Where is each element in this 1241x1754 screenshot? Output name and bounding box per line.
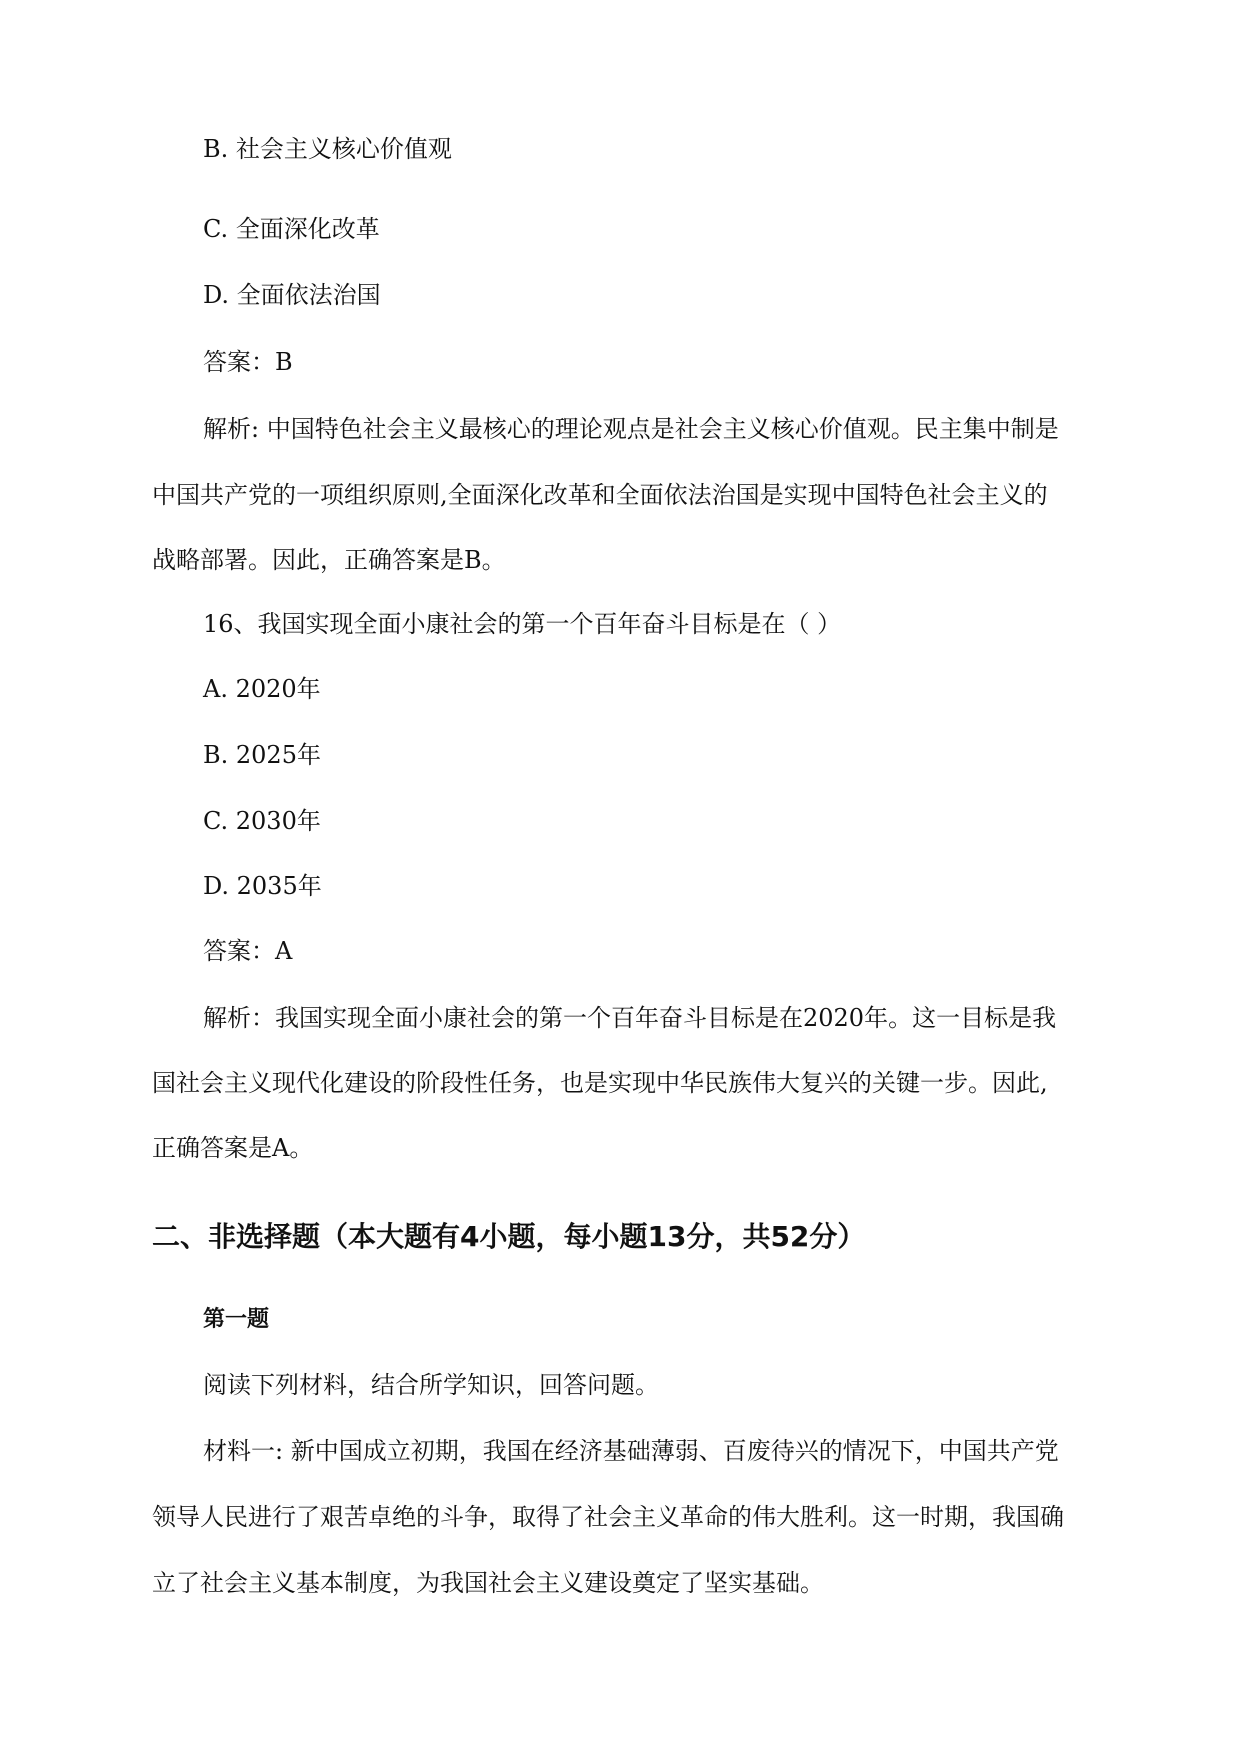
material-line-2: 领导人民进行了艰苦卓绝的斗争，取得了社会主义革命的伟大胜利。这一时期，我国确	[152, 1503, 1064, 1531]
q15-answer: 答案：B	[203, 348, 293, 376]
q16-question: 16、我国实现全面小康社会的第一个百年奋斗目标是在（ ）	[203, 610, 842, 638]
q15-option-b: B. 社会主义核心价值观	[203, 135, 452, 163]
material-line-1: 材料一: 新中国成立初期，我国在经济基础薄弱、百废待兴的情况下，中国共产党	[203, 1437, 1059, 1465]
q16-answer: 答案：A	[203, 937, 293, 965]
q15-option-c: C. 全面深化改革	[203, 215, 380, 243]
q15-analysis-line-1: 解析: 中国特色社会主义最核心的理论观点是社会主义核心价值观。民主集中制是	[203, 415, 1059, 443]
q15-analysis-line-3: 战略部署。因此，正确答案是B。	[152, 546, 506, 574]
q16-analysis-line-1: 解析：我国实现全面小康社会的第一个百年奋斗目标是在2020年。这一目标是我	[203, 1004, 1057, 1032]
q15-analysis-line-2: 中国共产党的一项组织原则,全面深化改革和全面依法治国是实现中国特色社会主义的	[152, 481, 1048, 509]
q16-analysis-line-2: 国社会主义现代化建设的阶段性任务，也是实现中华民族伟大复兴的关键一步。因此,	[152, 1069, 1048, 1097]
q16-option-c: C. 2030年	[203, 807, 321, 835]
q15-option-d: D. 全面依法治国	[203, 281, 381, 309]
q16-option-b: B. 2025年	[203, 741, 321, 769]
q16-option-a: A. 2020年	[203, 675, 321, 703]
instruction-text: 阅读下列材料，结合所学知识，回答问题。	[203, 1371, 659, 1399]
material-line-3: 立了社会主义基本制度，为我国社会主义建设奠定了坚实基础。	[152, 1569, 824, 1597]
q16-option-d: D. 2035年	[203, 872, 322, 900]
q16-analysis-line-3: 正确答案是A。	[152, 1134, 314, 1162]
first-question-title: 第一题	[203, 1307, 270, 1332]
section-heading: 二、非选择题（本大题有4小题，每小题13分，共52分）	[152, 1220, 866, 1253]
